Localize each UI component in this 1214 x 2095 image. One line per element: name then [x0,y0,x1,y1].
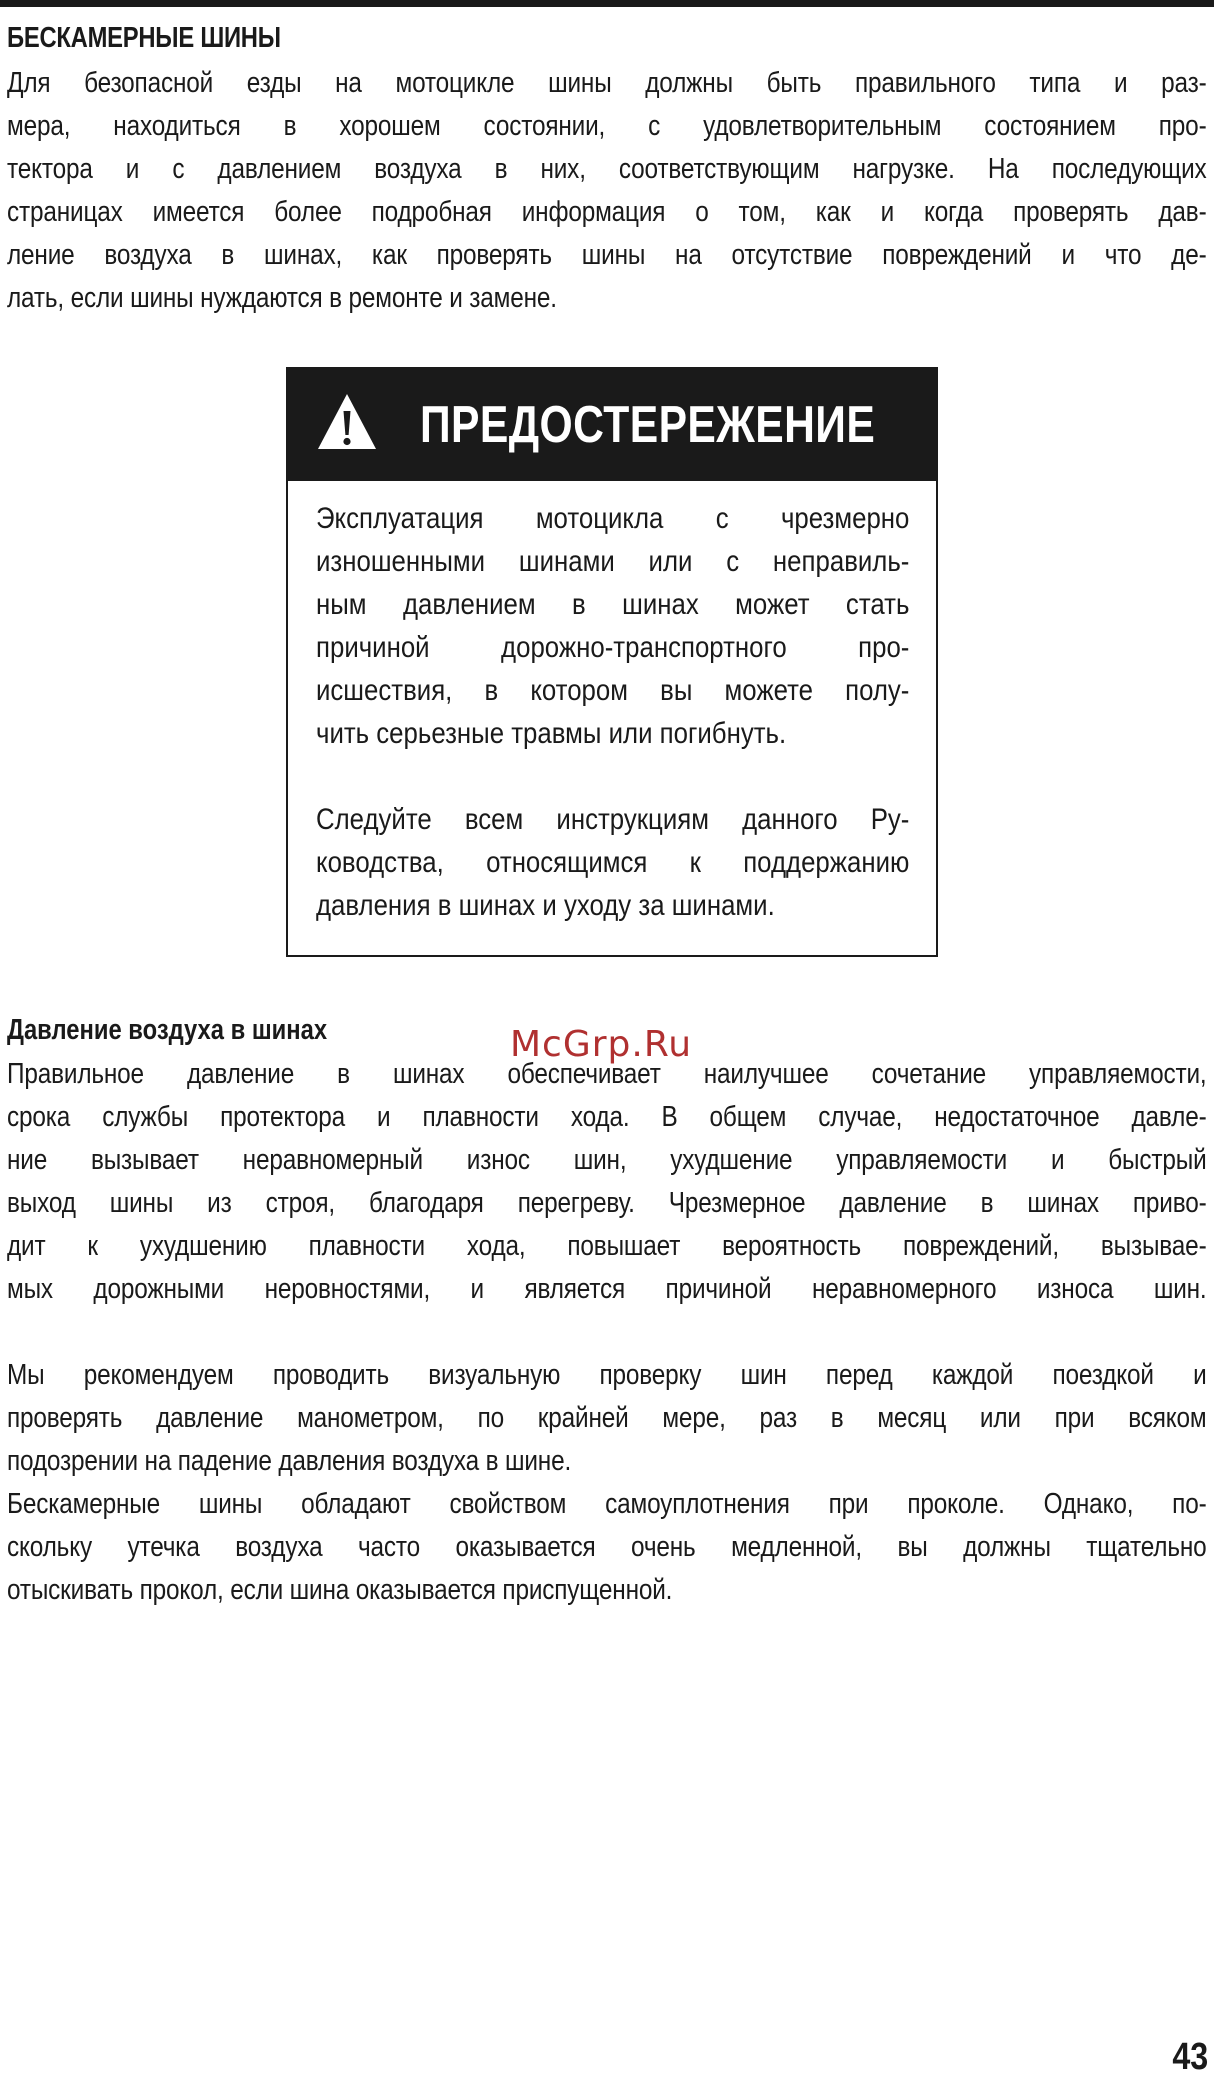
text-line: проверять давление манометром, по крайней мере, раз в месяц или при всяком [7,1402,1207,1434]
warning-header [288,369,936,481]
text-line: скольку утечка воздуха часто оказывается очень медленной, вы должны тщательно [7,1531,1207,1563]
text-line: мера, находиться в хорошем состоянии, с удовлетворительным состоянием про- [7,110,1207,142]
warning-title: ПРЕДОСТЕРЕЖЕНИЕ [420,396,876,454]
text-line: Для безопасной езды на мотоцикле шины должны быть правильного типа и раз- [7,67,1207,99]
text-line: Мы рекомендуем проводить визуальную проверку шин перед каждой поездкой и [7,1359,1207,1391]
intro-paragraph [7,62,1207,320]
text-line: выход шины из строя, благодаря перегреву. Чрезмерное давление в шинах приво- [7,1187,1207,1219]
text-line: ление воздуха в шинах, как проверять шины на отсутствие повреждений и что де- [7,239,1207,271]
text-line: ководства, относящимся к поддержанию [316,846,910,879]
text-line: Следуйте всем инструкциям данного Ру- [316,803,910,836]
text-line: дит к ухудшению плавности хода, повышает вероятность повреждений, вызывае- [7,1230,1207,1262]
paragraph-gap [316,755,910,798]
top-rule [0,0,1214,7]
text-line: отыскивать прокол, если шина оказывается приспущенной. [7,1574,673,1606]
text-line: ным давлением в шинах может стать [316,588,910,621]
text-line: тектора и с давлением воздуха в них, соответствующим нагрузке. На последующих [7,153,1207,185]
text-line: чить серьезные травмы или погибнуть. [316,717,787,750]
text-line: лать, если шины нуждаются в ремонте и замене. [7,282,557,314]
text-line: подозрении на падение давления воздуха в шине. [7,1445,572,1477]
pressure-paragraph-3 [7,1483,1207,1612]
page-number: 43 [1172,2036,1208,2078]
warning-body [316,497,910,927]
pressure-paragraph-2 [7,1354,1207,1483]
text-line: страницах имеется более подробная информация о том, как и когда проверять дав- [7,196,1207,228]
pressure-heading: Давление воздуха в шинах [7,1014,328,1046]
text-line: давления в шинах и уходу за шинами. [316,889,775,922]
text-line: Бескамерные шины обладают свойством самоуплотнения при проколе. Однако, по- [7,1488,1207,1520]
section-title: БЕСКАМЕРНЫЕ ШИНЫ [7,22,281,54]
warning-box [286,367,938,957]
text-line: Эксплуатация мотоцикла с чрезмерно [316,502,910,535]
text-line: исшествия, в котором вы можете полу- [316,674,910,707]
watermark: McGrp.Ru [510,1024,693,1065]
pressure-paragraph-1 [7,1053,1207,1311]
text-line: причиной дорожно-транспортного про- [316,631,910,664]
text-line: срока службы протектора и плавности хода. В общем случае, недостаточное давле- [7,1101,1207,1133]
text-line: изношенными шинами или с неправиль- [316,545,910,578]
text-line: ние вызывает неравномерный износ шин, ухудшение управляемости и быстрый [7,1144,1207,1176]
text-line: Правильное давление в шинах обеспечивает наилучшее сочетание управляемости, [7,1058,1207,1090]
text-line: мых дорожными неровностями, и является причиной неравномерного износа шин. [7,1273,1207,1305]
warning-triangle-icon [316,391,378,453]
